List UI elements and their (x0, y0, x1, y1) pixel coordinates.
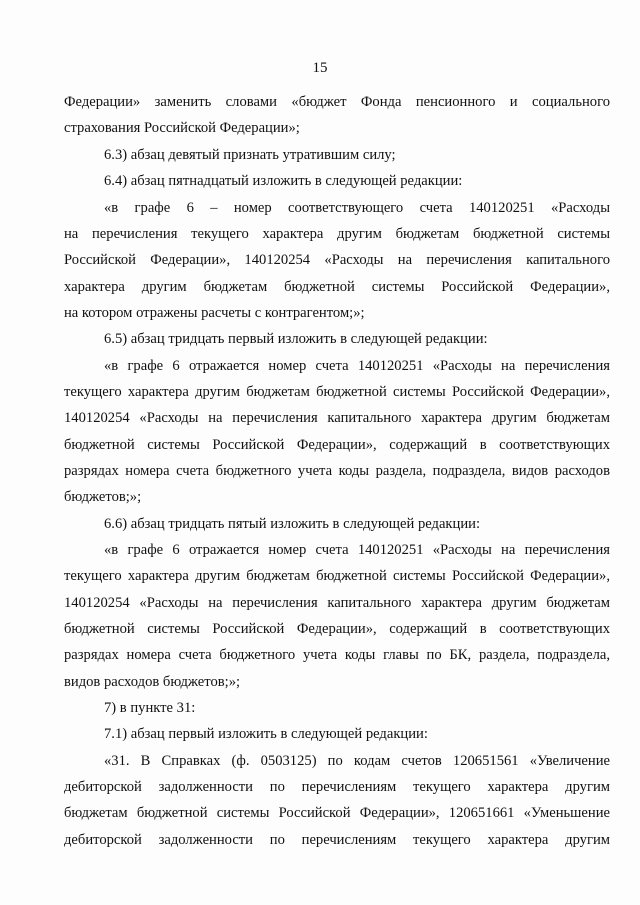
text-line: текущего характера другим бюджетам бюджетной системы Российской Федерации», (64, 384, 610, 400)
text-line: разрядах номера счета бюджетного учета коды раздела, подраздела, видов расходов (64, 463, 610, 479)
text-line: бюджетной системы Российской Федерации», содержащий в соответствующих (64, 437, 610, 453)
text-line: 7) в пункте 31: (104, 700, 196, 716)
text-line: «31. В Справках (ф. 0503125) по кодам счетов 120651561 «Увеличение (104, 753, 610, 769)
text-line: «в графе 6 – номер соответствующего счета 140120251 «Расходы (104, 200, 610, 216)
text-line: бюджетов;»; (64, 489, 142, 505)
text-line: бюджетам бюджетной системы Российской Федерации», 120651661 «Уменьшение (64, 805, 610, 821)
text-line: страхования Российской Федерации»; (64, 120, 300, 136)
text-line: на котором отражены расчеты с контрагентом;»; (64, 305, 365, 321)
text-line: разрядах номера счета бюджетного учета коды главы по БК, раздела, подраздела, (64, 647, 610, 663)
text-line: текущего характера другим бюджетам бюджетной системы Российской Федерации», (64, 568, 610, 584)
text-line: характера другим бюджетам бюджетной системы Российской Федерации», (64, 279, 610, 295)
text-line: 6.4) абзац пятнадцатый изложить в следующей редакции: (104, 173, 463, 189)
text-line: «в графе 6 отражается номер счета 140120251 «Расходы на перечисления (104, 542, 610, 558)
text-line: 140120254 «Расходы на перечисления капитального характера другим бюджетам (64, 595, 610, 611)
text-line: дебиторской задолженности по перечислениям текущего характера другим (64, 832, 610, 848)
text-line: видов расходов бюджетов;»; (64, 674, 241, 690)
text-line: Российской Федерации», 140120254 «Расходы на перечисления капитального (64, 252, 610, 268)
text-line: 6.6) абзац тридцать пятый изложить в следующей редакции: (104, 516, 481, 532)
text-line: «в графе 6 отражается номер счета 140120251 «Расходы на перечисления (104, 358, 610, 374)
text-line: на перечисления текущего характера другим бюджетам бюджетной системы (64, 226, 610, 242)
text-line: 6.3) абзац девятый признать утратившим силу; (104, 147, 396, 163)
text-line: 7.1) абзац первый изложить в следующей редакции: (104, 726, 428, 742)
text-line: 140120254 «Расходы на перечисления капитального характера другим бюджетам (64, 410, 610, 426)
text-line: 6.5) абзац тридцать первый изложить в следующей редакции: (104, 331, 488, 347)
text-line: дебиторской задолженности по перечислениям текущего характера другим (64, 779, 610, 795)
text-line: Федерации» заменить словами «бюджет Фонда пенсионного и социального (64, 94, 610, 110)
page-number: 15 (312, 60, 328, 76)
text-line: бюджетной системы Российской Федерации», содержащий в соответствующих (64, 621, 610, 637)
